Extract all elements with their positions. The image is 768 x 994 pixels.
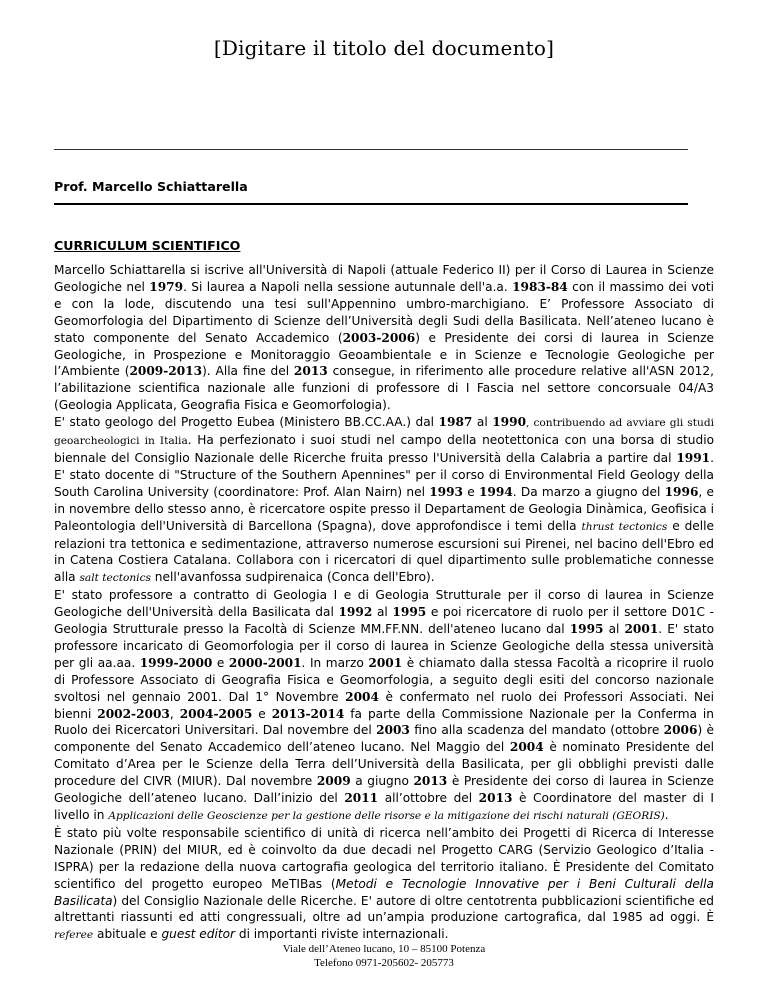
document-title: [Digitare il titolo del documento] (213, 36, 555, 60)
footer-phone: Telefono 0971-205602- 205773 (314, 957, 454, 969)
body-text (54, 262, 714, 944)
paragraph-research-early: E' stato geologo del Progetto Eubea (Ministero BB.CC.AA.) dal 1987 al 1990, contribuendo ad avviare gli studi geoarcheologici in Italia. Ha perfezionato i suoi studi nel campo della neotettonica con una borsa di studio biennale del Consiglio Nazionale delle Ricerche fruita presso l'Università della Calabria a partire dal 1991. E' stato docente di "Structure of the Southern Apennines" per il corso di Environmental Field Geology della South Carolina University (coordinatore: Prof. Alan Nairn) nel 1993 e 1994. Da marzo a giugno del 1996, e in novembre dello stesso anno, è ricercatore ospite presso il Departament de Geologia Dinàmica, Geofisica i Paleontologia dell'Università di Barcellona (Spagna), dove approfondisce i temi della thrust tectonics e delle relazioni tra tettonica e sedimentazione, attraverso numerose escursioni sui Pirenei, nel bacino dell'Ebro ed in Catena Costiera Catalana. Collabora con i ricercatori di quel dipartimento sulle problematiche connesse alla salt tectonics nell'avanfossa sudpirenaica (Conca dell'Ebro). (54, 415, 714, 585)
author-name: Prof. Marcello Schiattarella (54, 179, 248, 194)
header-divider (54, 149, 688, 150)
paragraph-academic-career: E' stato professore a contratto di Geologia I e di Geologia Strutturale per il corso di laurea in Scienze Geologiche dell'Università della Basilicata dal 1992 al 1995 e poi ricercatore di ruolo per il settore D01C - Geologia Strutturale presso la Facoltà di Scienze MM.FF.NN. dell'ateneo lucano dal 1995 al 2001. E' stato professore incaricato di Geomorfologia per il corso di laurea in Scienze Geologiche della stessa università per gli aa.aa. 1999-2000 e 2000-2001. In marzo 2001 è chiamato dalla stessa Facoltà a ricoprire il ruolo di Professore Associato di Geografia Fisica e Geomorfologia, a seguito degli esiti del concorso nazionale svoltosi nel gennaio 2001. Dal 1° Novembre 2004 è confermato nel ruolo dei Professori Associati. Nei bienni 2002-2003, 2004-2005 e 2013-2014 fa parte della Commissione Nazionale per la Conferma in Ruolo dei Ricercatori Universitari. Dal novembre del 2003 fino alla scadenza del mandato (ottobre 2006) è componente del Senato Accademico dell’ateneo lucano. Nel Maggio del 2004 è nominato Presidente del Comitato d’Area per le Scienze della Terra dell’Università della Basilicata, per gli obblighi previsti dalle procedure del CIVR (MIUR). Dal novembre 2009 a giugno 2013 è Presidente dei corso di laurea in Scienze Geologiche dell’ateneo lucano. Dall’inizio del 2011 all’ottobre del 2013 è Coordinatore del master di I livello in Applicazioni delle Geoscienze per la gestione delle risorse e la mitigazione dei rischi naturali (GEORIS). (54, 588, 715, 822)
footer-address: Viale dell’Ateneo lucano, 10 – 85100 Potenza (282, 943, 486, 955)
paragraph-projects: È stato più volte responsabile scientifico di unità di ricerca nell’ambito dei Progetti di Ricerca di Interesse Nazionale (PRIN) del MIUR, ed è coinvolto da due decadi nel Progetto CARG (Servizio Geologico d’Italia - ISPRA) per la redazione della nuova cartografia geologica del territorio italiano. È Presidente del Comitato scientifico del progetto europeo MeTIBas (Metodi e Tecnologie Innovative per i Beni Culturali della Basilicata) del Consiglio Nazionale delle Ricerche. E' autore di oltre centotrenta pubblicazioni scientifiche ed altrettanti riassunti ed atti congressuali, oltre ad un’ampia produzione cartografica, dal 1985 ad oggi. È referee abituale e guest editor di importanti riviste internazionali. (54, 825, 714, 942)
author-divider (54, 203, 688, 205)
paragraph-education: Marcello Schiattarella si iscrive all'Università di Napoli (attuale Federico II) per il Corso di Laurea in Scienze Geologiche nel 1979. Si laurea a Napoli nella sessione autunnale dell'a.a. 1983-84 con il massimo dei voti e con la lode, discutendo una tesi sull'Appennino umbro-marchigiano. E’ Professore Associato di Geomorfologia del Dipartimento di Scienze dell’Università degli Sudi della Basilicata. Nell’ateneo lucano è stato componente del Senato Accademico (2003-2006) e Presidente dei corsi di laurea in Scienze Geologiche, in Prospezione e Monitoraggio Geoambientale e in Scienze e Tecnologie Geologiche per l’Ambiente (2009-2013). Alla fine del 2013 consegue, in riferimento alle procedure relative all'ASN 2012, l’abilitazione scientifica nazionale alle funzioni di professore di I Fascia nel settore concorsuale 04/A3 (Geologia Applicata, Geografia Fisica e Geomorfologia). (54, 263, 714, 413)
section-title: CURRICULUM SCIENTIFICO (54, 238, 241, 253)
footer (0, 942, 768, 970)
